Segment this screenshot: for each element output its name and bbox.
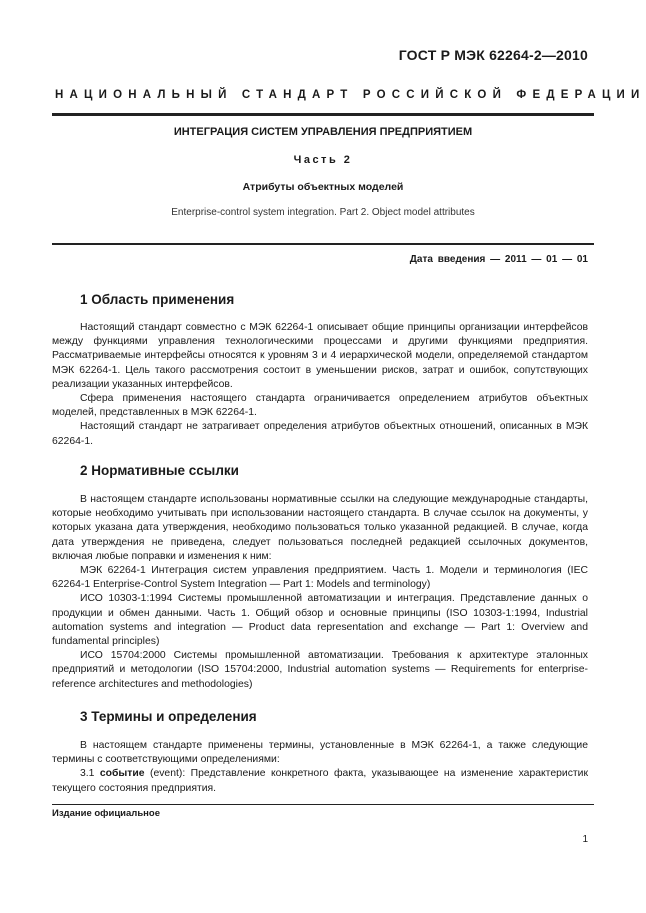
footer-rule xyxy=(52,804,594,805)
title-rule xyxy=(52,243,594,245)
effective-date: Дата введения — 2011 — 01 — 01 xyxy=(409,254,588,265)
section-heading: 2 Нормативные ссылки xyxy=(80,463,239,478)
section-2-body xyxy=(52,493,588,692)
paragraph: В настоящем стандарте применены термины, установленные в МЭК 62264-1, а также следующие термины с соответствующими определениями: xyxy=(52,740,588,766)
part-label: Часть 2 xyxy=(293,154,353,166)
header-rule xyxy=(52,113,594,116)
section-1-body xyxy=(52,321,588,449)
document-subtitle: Атрибуты объектных моделей xyxy=(242,181,404,193)
term-english: (event): xyxy=(149,768,186,780)
paragraph: В настоящем стандарте использованы нормативные ссылки на следующие международные стандарты, которые необходимо учитывать при использовании настоящего стандарта. В случае ссылок на документы, у которых указана дата утверждения, необходимо пользоваться только указанной редакцией. В случае, когда дата утверждения не приведена, следует пользоваться последней редакцией ссылочных документов, включая любые поправки и изменения к ним: xyxy=(52,494,588,562)
document-title: ИНТЕГРАЦИЯ СИСТЕМ УПРАВЛЕНИЯ ПРЕДПРИЯТИЕМ xyxy=(173,126,473,138)
paragraph: Сфера применения настоящего стандарта ограничивается определением атрибутов объектных моделей, представленных в МЭК 62264-1. xyxy=(52,393,588,419)
national-standard-banner: НАЦИОНАЛЬНЫЙ СТАНДАРТ РОССИЙСКОЙ ФЕДЕРАЦИИ xyxy=(55,89,646,101)
paragraph: МЭК 62264-1 Интеграция систем управления предприятием. Часть 1. Модели и терминология (IEC 62264-1 Enterprise-Control System Integration — Part 1: Models and terminology) xyxy=(52,565,588,591)
english-title: Enterprise-control system integration. Part 2. Object model attributes xyxy=(171,207,475,218)
term-name: событие xyxy=(99,768,145,780)
section-3 xyxy=(52,710,588,724)
section-1 xyxy=(52,293,588,307)
page-number: 1 xyxy=(582,834,588,845)
paragraph: Настоящий стандарт не затрагивает определения атрибутов объектных отношений, описанных в МЭК 62264-1. xyxy=(52,421,588,447)
paragraph: ИСО 10303-1:1994 Системы промышленной автоматизации и интеграция. Представление данных о продукции и обмен данными. Часть 1. Общий обзор и основные принципы (ISO 10303-1:1994, Industrial automation systems and integration — Product data representation and exchange — Part 1: Overview and fundamental principles) xyxy=(52,593,588,648)
term-text: Представление конкретного факта, указывающее на изменение характеристик текущего состояния предприятия. xyxy=(52,768,588,794)
section-2 xyxy=(52,464,588,478)
section-heading: 1 Область применения xyxy=(80,292,235,307)
term-definition xyxy=(52,767,588,795)
section-3-body xyxy=(52,739,588,796)
edition-label: Издание официальное xyxy=(52,808,160,819)
paragraph: ИСО 15704:2000 Системы промышленной автоматизации. Требования к архитектуре эталонных предприятий и методологии (ISO 15704:2000, Industrial automation systems — Requirements for enterprise-reference architectures and methodologies) xyxy=(52,650,588,690)
paragraph: Настоящий стандарт совместно с МЭК 62264-1 описывает общие принципы организации интерфейсов между функциями управления технологическими процессами и другими функциями предприятия. Рассматриваемые интерфейсы относятся к уровням 3 и 4 иерархической модели, определяемой стандартом МЭК 62264-1. Цель такого рассмотрения состоит в уменьшении рисков, затрат и ошибок, сопутствующих реализации указанных интерфейсов. xyxy=(52,322,588,390)
term-number: 3.1 xyxy=(80,768,95,780)
gost-number: ГОСТ Р МЭК 62264-2—2010 xyxy=(398,47,588,63)
section-heading: 3 Термины и определения xyxy=(80,709,257,724)
